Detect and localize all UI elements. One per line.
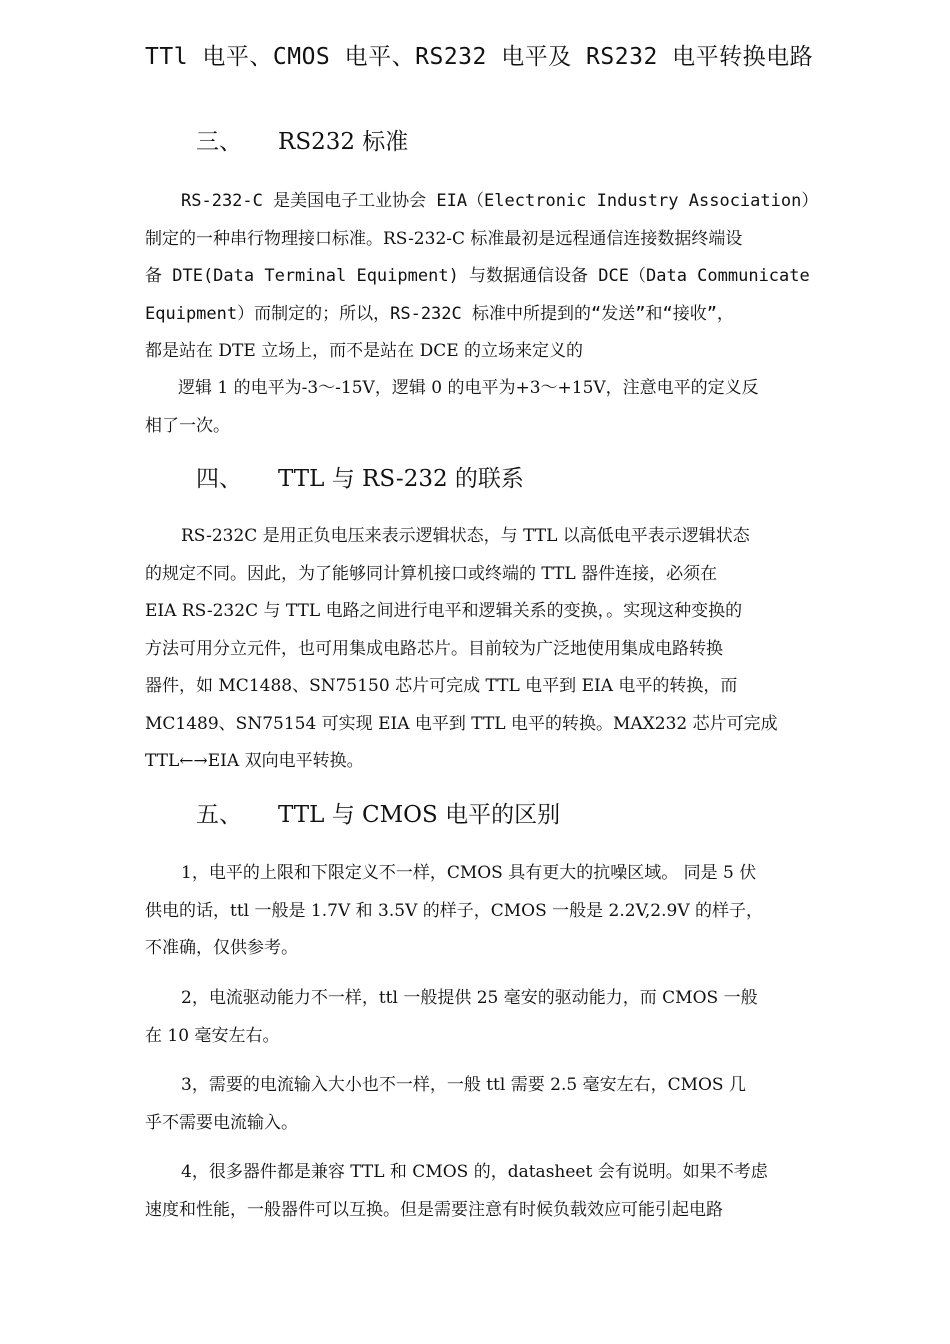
text-line: 器件，如 MC1488、SN75150 芯片可完成 TTL 电平到 EIA 电平的转换，而 [145,676,738,696]
paragraph-ttl-rs232-relation [145,518,805,781]
text-line: RS-232-C 是美国电子工业协会 EIA（Electronic Industry Association） [181,191,819,211]
text-line: RS-232C 是用正负电压来表示逻辑状态，与 TTL 以高低电平表示逻辑状态 [181,526,750,546]
section-title: TTL 与 RS-232 的联系 [278,466,524,492]
section-title: TTL 与 CMOS 电平的区别 [278,802,561,828]
text-line: EIA RS-232C 与 TTL 电路之间进行电平和逻辑关系的变换，。实现这种变换的 [145,601,743,621]
text-line: 备 DTE(Data Terminal Equipment) 与数据通信设备 DCE（Data Communicate [145,266,810,286]
text-line: 1，电平的上限和下限定义不一样，CMOS 具有更大的抗噪区域。 同是 5 伏 [181,863,757,883]
text-line: 不准确，仅供参考。 [145,938,298,958]
text-line: 2，电流驱动能力不一样，ttl 一般提供 25 毫安的驱动能力，而 CMOS 一般 [181,988,758,1008]
paragraph-point-3 [145,1067,805,1142]
paragraph-logic-levels [145,370,805,445]
text-line: 方法可用分立元件，也可用集成电路芯片。目前较为广泛地使用集成电路转换 [145,638,723,659]
text-line: MC1489、SN75154 可实现 EIA 电平到 TTL 电平的转换。MAX232 芯片可完成 [145,713,778,734]
text-line: TTL←→EIA 双向电平转换。 [145,751,364,771]
paragraph-point-2 [145,980,805,1055]
section-number: 三、 [196,129,242,155]
text-line: 乎不需要电流输入。 [145,1112,298,1133]
paragraph-point-4 [145,1154,805,1229]
text-line: 相了一次。 [145,415,230,436]
section-number: 五、 [196,802,242,828]
section-heading-ttl-cmos [196,796,560,829]
text-line: 都是站在 DTE 立场上，而不是站在 DCE 的立场来定义的 [145,341,584,361]
paragraph-point-1 [145,855,805,968]
text-line: 的规定不同。因此，为了能够同计算机接口或终端的 TTL 器件连接，必须在 [145,563,718,584]
text-line: 逻辑 1 的电平为-3～-15V，逻辑 0 的电平为+3～+15V，注意电平的定义反 [178,378,759,398]
document-title: TTl 电平、CMOS 电平、RS232 电平及 RS232 电平转换电路 [145,44,814,70]
paragraph-rs232-definition [145,183,819,371]
section-title: RS232 标准 [278,129,409,155]
text-line: Equipment）而制定的；所以，RS-232C 标准中所提到的“发送”和“接收”， [145,303,734,324]
text-line: 供电的话，ttl 一般是 1.7V 和 3.5V 的样子，CMOS 一般是 2.2V,2.9V 的样子， [145,900,764,921]
section-number: 四、 [196,466,242,492]
section-heading-rs232-standard [196,123,408,156]
text-line: 速度和性能，一般器件可以互换。但是需要注意有时候负载效应可能引起电路 [145,1199,723,1220]
text-line: 3，需要的电流输入大小也不一样，一般 ttl 需要 2.5 毫安左右，CMOS 几 [181,1075,746,1095]
text-line: 制定的一种串行物理接口标准。RS-232-C 标准最初是远程通信连接数据终端设 [145,228,743,249]
section-heading-ttl-rs232 [196,460,524,493]
text-line: 在 10 毫安左右。 [145,1025,280,1046]
text-line: 4，很多器件都是兼容 TTL 和 CMOS 的，datasheet 会有说明。如果不考虑 [181,1162,768,1182]
